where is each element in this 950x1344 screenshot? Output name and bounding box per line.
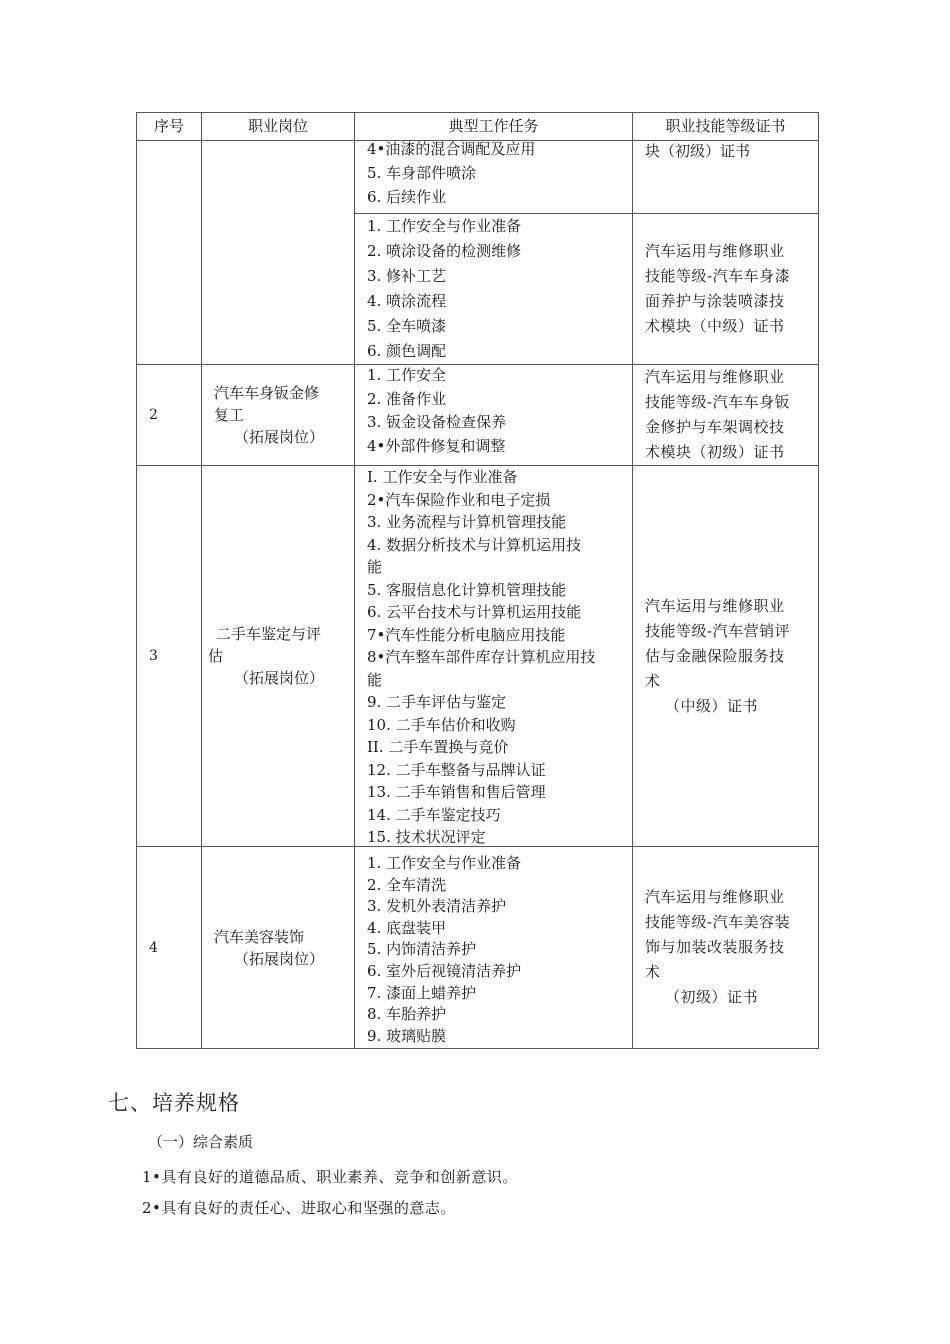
task-item: 8. 车胎养护 bbox=[367, 1005, 447, 1024]
table-row bbox=[137, 466, 819, 847]
position-cell bbox=[202, 141, 355, 365]
certificate-line: 技能等级-汽车美容装 bbox=[645, 913, 791, 931]
task-item: 5. 车身部件喷涂 bbox=[367, 164, 477, 182]
task-item: 4•油漆的混合调配及应用 bbox=[367, 140, 536, 158]
certificate-line: 术 bbox=[645, 671, 661, 690]
certificate-cell bbox=[633, 141, 819, 214]
task-item: 8•汽车整车部件库存计算机应用技 bbox=[367, 648, 596, 666]
task-item: 能 bbox=[367, 670, 383, 689]
task-item: 10. 二手车估价和收购 bbox=[367, 715, 516, 734]
task-item: 13. 二手车销售和售后管理 bbox=[367, 783, 546, 801]
certificate-cell bbox=[633, 214, 819, 365]
position-cell bbox=[202, 365, 355, 466]
certificate-line: 汽车运用与维修职业 bbox=[645, 596, 785, 615]
paragraph-item: 1•具有良好的道德品质、职业素养、竞争和创新意识。 bbox=[142, 1168, 518, 1186]
table-row bbox=[137, 847, 819, 1049]
task-item: 9. 玻璃贴膜 bbox=[367, 1026, 447, 1045]
task-item: 12. 二手车整备与品牌认证 bbox=[367, 760, 546, 779]
task-item: 能 bbox=[367, 558, 383, 576]
task-item: 5. 内饰清洁养护 bbox=[367, 940, 477, 959]
task-item: 14. 二手车鉴定技巧 bbox=[367, 805, 501, 824]
position-line: 汽车美容装饰 bbox=[214, 927, 305, 946]
seq-cell bbox=[137, 141, 202, 365]
section-subtitle: （一）综合素质 bbox=[148, 1133, 254, 1151]
position-cell bbox=[202, 847, 355, 1049]
task-item: 2•汽车保险作业和电子定损 bbox=[367, 490, 551, 509]
certificate-line: 技能等级-汽车车身漆 bbox=[645, 267, 791, 285]
task-item: 6. 云平台技术与计算机运用技能 bbox=[367, 603, 582, 621]
task-item: 1. 工作安全与作业准备 bbox=[367, 854, 522, 872]
certificate-cell bbox=[633, 365, 819, 466]
task-item: 2. 全车清洗 bbox=[367, 875, 447, 894]
tasks-cell bbox=[355, 141, 633, 214]
seq-number: 4 bbox=[149, 939, 158, 956]
task-item: 3. 钣金设备检查保养 bbox=[367, 413, 507, 431]
certificate-line: 汽车运用与维修职业 bbox=[645, 368, 785, 386]
seq-cell bbox=[137, 847, 202, 1049]
certificate-line: 金修护与车架调校技 bbox=[645, 418, 785, 436]
task-item: 7•汽车性能分析电脑应用技能 bbox=[367, 625, 566, 644]
task-item: I. 工作安全与作业准备 bbox=[367, 468, 518, 486]
certificate-cell bbox=[633, 847, 819, 1049]
task-item: 2. 喷涂设备的检测维修 bbox=[367, 242, 522, 260]
table-row bbox=[137, 141, 819, 214]
task-item: 6. 颜色调配 bbox=[367, 342, 447, 360]
paragraph-item: 2•具有良好的责任心、进取心和坚强的意志。 bbox=[142, 1199, 456, 1217]
header-seq: 序号 bbox=[137, 113, 202, 141]
tasks-cell bbox=[355, 214, 633, 365]
position-cell bbox=[202, 466, 355, 847]
certificate-line: 术模块（中级）证书 bbox=[645, 317, 785, 335]
task-item: 15. 技术状况评定 bbox=[367, 828, 486, 846]
task-item: 6. 室外后视镜清洁养护 bbox=[367, 961, 522, 980]
tasks-cell bbox=[355, 365, 633, 466]
position-tag: （拓展岗位） bbox=[234, 669, 325, 687]
header-position: 职业岗位 bbox=[202, 113, 355, 141]
occupation-table bbox=[136, 112, 819, 1049]
seq-cell bbox=[137, 466, 202, 847]
tasks-cell bbox=[355, 847, 633, 1049]
certificate-line: 饰与加装改装服务技 bbox=[645, 938, 785, 956]
certificate-line: 估与金融保险服务技 bbox=[645, 646, 785, 665]
task-item: 2. 准备作业 bbox=[367, 389, 447, 408]
certificate-text: 块（初级）证书 bbox=[645, 142, 751, 160]
certificate-line: 汽车运用与维修职业 bbox=[645, 242, 785, 260]
position-line: 二手车鉴定与评 bbox=[216, 625, 322, 643]
certificate-line: 术 bbox=[645, 963, 661, 981]
task-item: 4. 喷涂流程 bbox=[367, 292, 447, 310]
certificate-line: 技能等级-汽车营销评 bbox=[645, 621, 791, 640]
seq-number: 2 bbox=[149, 407, 158, 423]
section-title: 七、培养规格 bbox=[108, 1091, 240, 1115]
position-line: 复工 bbox=[214, 406, 245, 424]
certificate-line: 技能等级-汽车车身钣 bbox=[645, 393, 791, 411]
certificate-cell bbox=[633, 466, 819, 847]
task-item: 5. 全车喷漆 bbox=[367, 317, 447, 335]
task-item: 4. 数据分析技术与计算机运用技 bbox=[367, 535, 582, 554]
tasks-cell bbox=[355, 466, 633, 847]
position-tag: （拓展岗位） bbox=[234, 428, 325, 446]
task-item: 3. 修补工艺 bbox=[367, 267, 447, 285]
task-item: 7. 漆面上蜡养护 bbox=[367, 983, 477, 1002]
seq-cell bbox=[137, 365, 202, 466]
seq-number: 3 bbox=[149, 648, 158, 664]
certificate-line: 汽车运用与维修职业 bbox=[645, 888, 785, 906]
certificate-line: 面养护与涂装喷漆技 bbox=[645, 292, 785, 310]
task-item: 5. 客服信息化计算机管理技能 bbox=[367, 580, 567, 599]
task-item: 4•外部件修复和调整 bbox=[367, 436, 506, 455]
position-line: 汽车车身钣金修 bbox=[214, 384, 320, 402]
header-tasks: 典型工作任务 bbox=[355, 113, 633, 141]
task-item: 4. 底盘装甲 bbox=[367, 918, 447, 937]
table-row bbox=[137, 365, 819, 466]
task-item: 3. 发机外表清洁养护 bbox=[367, 897, 507, 916]
task-item: 3. 业务流程与计算机管理技能 bbox=[367, 513, 567, 531]
certificate-line: （中级）证书 bbox=[665, 696, 759, 715]
position-line: 估 bbox=[208, 647, 224, 665]
task-item: II. 二手车置换与竞价 bbox=[367, 738, 509, 756]
certificate-line: 术模块（初级）证书 bbox=[645, 443, 785, 461]
task-item: 6. 后续作业 bbox=[367, 188, 447, 206]
task-item: 1. 工作安全与作业准备 bbox=[367, 217, 522, 235]
certificate-line: （初级）证书 bbox=[665, 988, 759, 1006]
task-item: 1. 工作安全 bbox=[367, 366, 447, 384]
task-item: 9. 二手车评估与鉴定 bbox=[367, 693, 507, 711]
position-tag: （拓展岗位） bbox=[234, 949, 325, 968]
header-certificate: 职业技能等级证书 bbox=[633, 113, 819, 141]
